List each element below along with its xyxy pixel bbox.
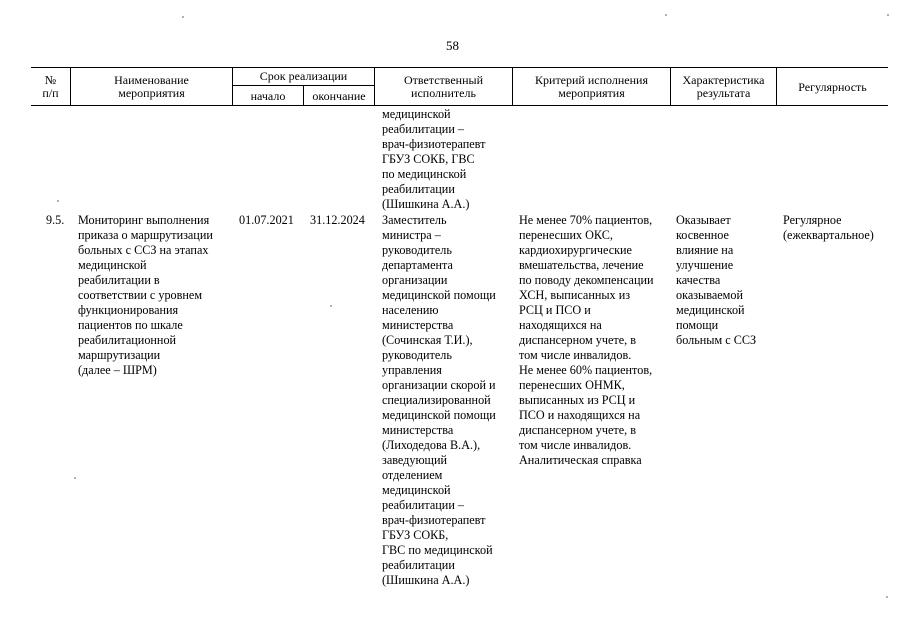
table-header [31,67,888,106]
header-responsible: Ответственный исполнитель [403,73,484,100]
page-number: 58 [446,38,459,53]
scan-speck [74,477,76,479]
scan-speck [182,16,184,18]
row-name: Мониторинг выполнения приказа о маршрутизации больных с ССЗ на этапах медицинской реабилитации в соответствии с уровнем функционирования пациентов по шкале реабилитационной маршрутизации (далее – ШРМ) [78,213,213,377]
scan-speck [330,305,332,307]
row-characteristic: Оказывает косвенное влияние на улучшение качества оказываемой медицинской помощи больным с ССЗ [676,213,757,347]
header-period: Срок реализации [259,69,348,83]
header-start: начало [250,88,286,103]
header-criterion: Критерий исполнения мероприятия [535,73,648,100]
row-end-date: 31.12.2024 [310,213,365,227]
header-regularity: Регулярность [798,79,867,94]
previous-row-continuation: медицинской реабилитации – врач-физиотерапевт ГБУЗ СОКБ, ГВС по медицинской реабилитации (Шишкина А.А.) [382,107,486,211]
scan-speck [886,596,888,598]
header-name: Наименование мероприятия [114,73,189,100]
row-number: 9.5. [46,213,65,227]
scan-speck [665,14,667,16]
row-start-date: 01.07.2021 [239,213,294,227]
scan-speck [887,14,889,16]
row-criterion: Не менее 70% пациентов, перенесших ОКС, кардиохирургические вмешательства, лечение по поводу декомпенсации ХСН, выписанных из РСЦ и ПСО и находящихся на диспансерном учете, в том числе инвалидов. Не менее 60% пациентов, перенесших ОНМК, выписанных из РСЦ и ПСО и находящихся на диспансерном учете, в том числе инвалидов. Аналитическая справка [519,213,654,467]
header-end: окончание [312,88,366,103]
header-num: № п/п [42,73,59,100]
row-responsible: Заместитель министра – руководитель департамента организации медицинской помощи населению министерства (Сочинская Т.И.), руководитель управления организации скорой и специализированной медицинской помощи министерства (Лиходедова В.А.), заведующий отделением медицинской реабилитации – врач-физиотерапевт ГБУЗ СОКБ, ГВС по медицинской реабилитации (Шишкина А.А.) [382,213,496,587]
header-characteristic: Характеристика результата [682,73,765,100]
scan-speck [57,200,59,202]
row-regularity: Регулярное (ежеквартальное) [783,213,874,242]
